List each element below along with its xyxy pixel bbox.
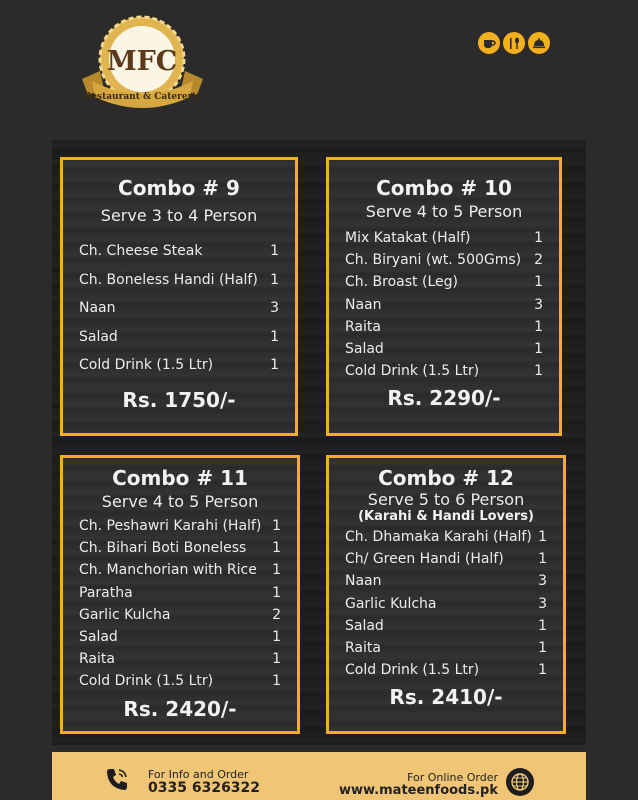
combo-item [345, 615, 547, 637]
item-qty: 3 [270, 300, 279, 316]
item-qty: 1 [538, 551, 547, 568]
combo-item [345, 271, 543, 293]
item-qty: 3 [538, 573, 547, 590]
combo-serve: Serve 4 to 5 Person [365, 202, 523, 221]
website-link[interactable]: www.mateenfoods.pk [338, 783, 498, 798]
item-name: Ch. Cheese Steak [79, 243, 203, 259]
item-qty: 1 [272, 628, 281, 645]
item-qty: 2 [272, 606, 281, 623]
item-qty: 3 [538, 595, 547, 612]
item-qty: 1 [272, 518, 281, 534]
combo-item [345, 294, 543, 316]
combo-price: Rs. 2420/- [123, 696, 237, 721]
item-qty: 1 [270, 328, 279, 345]
covered-dish-icon [528, 32, 550, 54]
item-qty: 3 [534, 296, 543, 313]
item-name: Salad [79, 328, 118, 345]
combo-items [345, 227, 543, 382]
combo-item [79, 537, 281, 559]
item-qty: 1 [270, 271, 279, 288]
item-name: Ch. Broast (Leg) [345, 274, 458, 291]
combo-price: Rs. 2410/- [389, 685, 503, 710]
combo-item [345, 659, 547, 681]
item-name: Ch. Boneless Handi (Half) [79, 271, 258, 288]
combo-item [345, 360, 543, 382]
item-qty: 1 [272, 562, 281, 579]
combo-card-11 [60, 455, 300, 734]
item-name: Garlic Kulcha [345, 595, 437, 612]
item-name: Cold Drink (1.5 Ltr) [79, 357, 214, 373]
combo-serve: Serve 4 to 5 Person [101, 492, 259, 511]
combo-serve: Serve 5 to 6 Person [367, 490, 525, 509]
combo-item [79, 266, 279, 295]
combo-item [79, 294, 279, 323]
item-qty: 1 [534, 274, 543, 291]
item-name: Ch. Manchorian with Rice [79, 562, 257, 579]
combo-item [79, 582, 281, 604]
item-name: Ch. Bihari Boti Boneless [79, 540, 247, 557]
combo-note: (Karahi & Handi Lovers) [358, 509, 534, 524]
item-name: Naan [345, 573, 382, 590]
item-name: Raita [345, 639, 381, 656]
item-name: Paratha [79, 584, 133, 601]
combo-item [79, 626, 281, 648]
item-qty: 2 [534, 252, 543, 269]
combo-item [79, 323, 279, 352]
combo-item [345, 593, 547, 615]
combo-item [79, 237, 279, 266]
item-name: Salad [345, 340, 384, 357]
phone-icon[interactable] [104, 766, 130, 796]
item-qty: 1 [272, 584, 281, 601]
item-qty: 1 [272, 540, 281, 557]
item-name: Mix Katakat (Half) [345, 230, 471, 246]
item-name: Cold Drink (1.5 Ltr) [79, 673, 214, 690]
combo-item [79, 670, 281, 692]
combo-title: Combo # 9 [118, 176, 240, 200]
combo-card-9 [60, 157, 298, 436]
item-name: Raita [345, 318, 381, 335]
combo-item [79, 559, 281, 581]
combo-item [79, 515, 281, 537]
item-name: Naan [79, 300, 116, 316]
item-qty: 1 [270, 243, 279, 259]
header-icons [478, 32, 550, 54]
combo-card-10 [326, 157, 562, 436]
combo-card-12 [326, 455, 566, 734]
item-name: Salad [345, 617, 384, 634]
combo-item [79, 604, 281, 626]
combo-price: Rs. 2290/- [387, 386, 501, 411]
item-name: Salad [79, 628, 118, 645]
combo-item [345, 316, 543, 338]
item-name: Cold Drink (1.5 Ltr) [345, 363, 480, 380]
logo-ribbon-text: Restaurant & Caterer's [83, 92, 201, 102]
item-qty: 1 [272, 673, 281, 690]
brand-logo [80, 15, 205, 115]
combo-item [345, 570, 547, 592]
combo-title: Combo # 11 [112, 466, 248, 490]
combo-serve: Serve 3 to 4 Person [100, 206, 258, 225]
combo-item [345, 338, 543, 360]
fork-spoon-icon [503, 32, 525, 54]
item-qty: 1 [534, 318, 543, 335]
item-name: Garlic Kulcha [79, 606, 171, 623]
combo-item [79, 351, 279, 380]
item-name: Naan [345, 296, 382, 313]
item-qty: 1 [534, 230, 543, 246]
item-name: Ch. Peshawri Karahi (Half) [79, 518, 262, 534]
combo-items [79, 237, 279, 380]
item-name: Raita [79, 651, 115, 668]
combo-items [345, 526, 547, 681]
item-qty: 1 [534, 340, 543, 357]
item-qty: 1 [272, 651, 281, 668]
combo-title: Combo # 12 [378, 466, 514, 490]
item-name: Ch/ Green Handi (Half) [345, 551, 504, 568]
combo-item [345, 637, 547, 659]
logo-text: MFC [106, 46, 178, 77]
item-name: Ch. Biryani (wt. 500Gms) [345, 252, 522, 269]
combo-item [79, 648, 281, 670]
combo-item [345, 227, 543, 249]
coffee-cup-icon [478, 32, 500, 54]
item-name: Cold Drink (1.5 Ltr) [345, 662, 480, 679]
item-qty: 1 [534, 363, 543, 380]
combo-price: Rs. 1750/- [122, 387, 236, 412]
item-qty: 1 [538, 662, 547, 679]
combo-title: Combo # 10 [376, 176, 512, 200]
info-label: For Info and Order [148, 768, 249, 781]
globe-icon[interactable] [506, 768, 534, 796]
item-qty: 1 [538, 529, 547, 545]
online-order-label: For Online Order [407, 771, 498, 784]
combo-item [345, 249, 543, 271]
footer-bar [52, 752, 586, 800]
phone-number[interactable]: 0335 6326322 [148, 780, 261, 796]
combo-items [79, 515, 281, 693]
item-qty: 1 [538, 617, 547, 634]
combo-item [345, 548, 547, 570]
combo-item [345, 526, 547, 548]
item-qty: 1 [538, 639, 547, 656]
item-name: Ch. Dhamaka Karahi (Half) [345, 529, 532, 545]
item-qty: 1 [270, 357, 279, 373]
